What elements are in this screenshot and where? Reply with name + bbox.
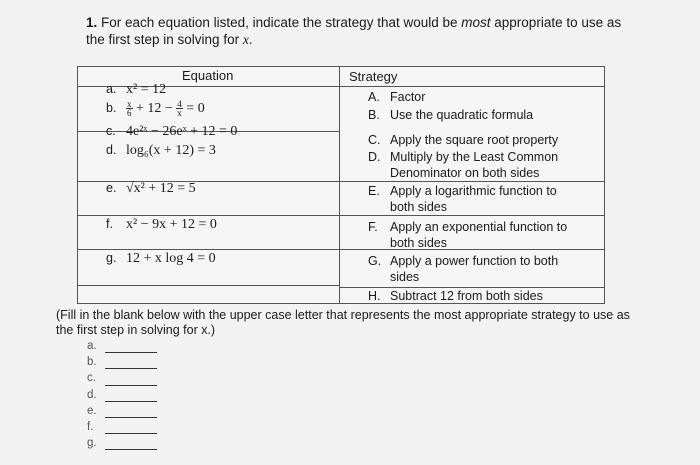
answer-row (87, 340, 103, 356)
answer-blank-a[interactable] (105, 352, 157, 353)
strategy-text: Apply a power function to both sides (390, 254, 559, 284)
fraction-numerator: x (127, 99, 132, 109)
question-period: . (248, 32, 253, 47)
table-row-rule (78, 285, 339, 286)
strategy-label: D. (368, 150, 381, 164)
answer-blank-g[interactable] (105, 449, 157, 450)
answer-label: f. (87, 420, 94, 433)
equation-label: d. (106, 143, 117, 157)
answer-label: a. (87, 340, 97, 352)
answer-row (87, 405, 103, 421)
strategy-text: Multiply by the Least Common Denominator on both sides (390, 150, 559, 180)
strategy-label: F. (368, 220, 378, 234)
question-variable: x (242, 32, 249, 47)
strategy-d (368, 149, 583, 181)
equation-expression: 12 + x log 4 = 0 (126, 251, 216, 266)
equation-a (106, 82, 166, 98)
equation-d (106, 143, 216, 159)
strategy-label: C. (368, 133, 381, 147)
equation-g (106, 251, 216, 267)
strategy-text: Apply an exponential function to both sides (390, 220, 568, 250)
equation-label: c. (106, 124, 116, 138)
equation-b (106, 100, 205, 117)
expression-part: + 12 − (132, 100, 177, 116)
strategy-label: G. (368, 254, 382, 268)
answer-row (87, 421, 103, 437)
equation-label: g. (106, 251, 117, 265)
answer-label: g. (87, 437, 97, 450)
equation-e (106, 181, 196, 197)
strategy-label: H. (368, 289, 381, 303)
fraction-denominator: 6 (127, 108, 132, 118)
fraction-denominator: x (177, 108, 182, 118)
answer-row (87, 356, 103, 372)
strategy-h (368, 288, 593, 304)
equation-label: b. (106, 100, 117, 115)
question-prompt (86, 14, 626, 48)
expression-part: = 0 (182, 100, 205, 116)
strategy-a (368, 89, 593, 105)
answer-label: b. (87, 356, 97, 369)
strategy-text: Use the quadratic formula (390, 108, 534, 122)
strategy-text: Factor (390, 90, 426, 104)
answer-label: e. (87, 404, 97, 417)
answer-label: c. (87, 372, 96, 385)
fraction-numerator: 4 (177, 99, 182, 109)
question-emphasis: most (461, 15, 491, 30)
strategy-f (368, 219, 593, 251)
strategy-text: Apply the square root property (390, 133, 559, 147)
answer-blank-f[interactable] (105, 433, 157, 434)
equation-expression: √x² + 12 = 5 (126, 181, 196, 196)
strategy-label: B. (368, 108, 380, 122)
instructions-text: (Fill in the blank below with the upper case letter that represents the most appropriate strategy to use as the first step in solving for x.) (56, 308, 630, 337)
equation-header: Equation (182, 68, 234, 83)
answer-blank-d[interactable] (105, 401, 157, 402)
table-column-divider (339, 67, 340, 303)
answer-blank-b[interactable] (105, 368, 157, 369)
equation-expression: log₆(x + 12) = 3 (126, 143, 216, 158)
strategy-b (368, 107, 593, 123)
equation-expression: 4e²ˣ − 26eˣ + 12 = 0 (126, 124, 238, 139)
strategy-label: E. (368, 184, 380, 198)
strategy-text: Apply a logarithmic function to both sides (390, 184, 557, 214)
equation-expression: x² − 9x + 12 = 0 (126, 217, 217, 232)
answer-blank-c[interactable] (105, 385, 157, 386)
equation-label: a. (106, 82, 117, 96)
question-number: 1. (86, 15, 98, 30)
equation-c (106, 124, 237, 140)
strategy-label: A. (368, 90, 380, 104)
strategy-text: Subtract 12 from both sides (390, 289, 543, 303)
strategy-header: Strategy (349, 69, 398, 84)
strategy-g (368, 253, 588, 285)
equation-expression: x² = 12 (126, 82, 167, 97)
answer-row (87, 437, 103, 453)
answer-blank-e[interactable] (105, 417, 157, 418)
equation-label: f. (106, 217, 113, 231)
answer-row (87, 389, 103, 405)
strategy-c (368, 132, 593, 148)
strategy-table (77, 66, 605, 304)
equation-expression (126, 101, 205, 116)
equation-f (106, 217, 217, 233)
answer-row (87, 372, 103, 388)
strategy-e (368, 183, 583, 215)
question-text-end: appropriate to use as the first step in solving for (86, 15, 622, 47)
table-row-rule (78, 215, 604, 216)
answer-label: d. (87, 388, 97, 401)
answer-blanks (87, 340, 103, 453)
equation-label: e. (106, 181, 117, 195)
question-text-start: For each equation listed, indicate the strategy that would be (101, 15, 462, 30)
